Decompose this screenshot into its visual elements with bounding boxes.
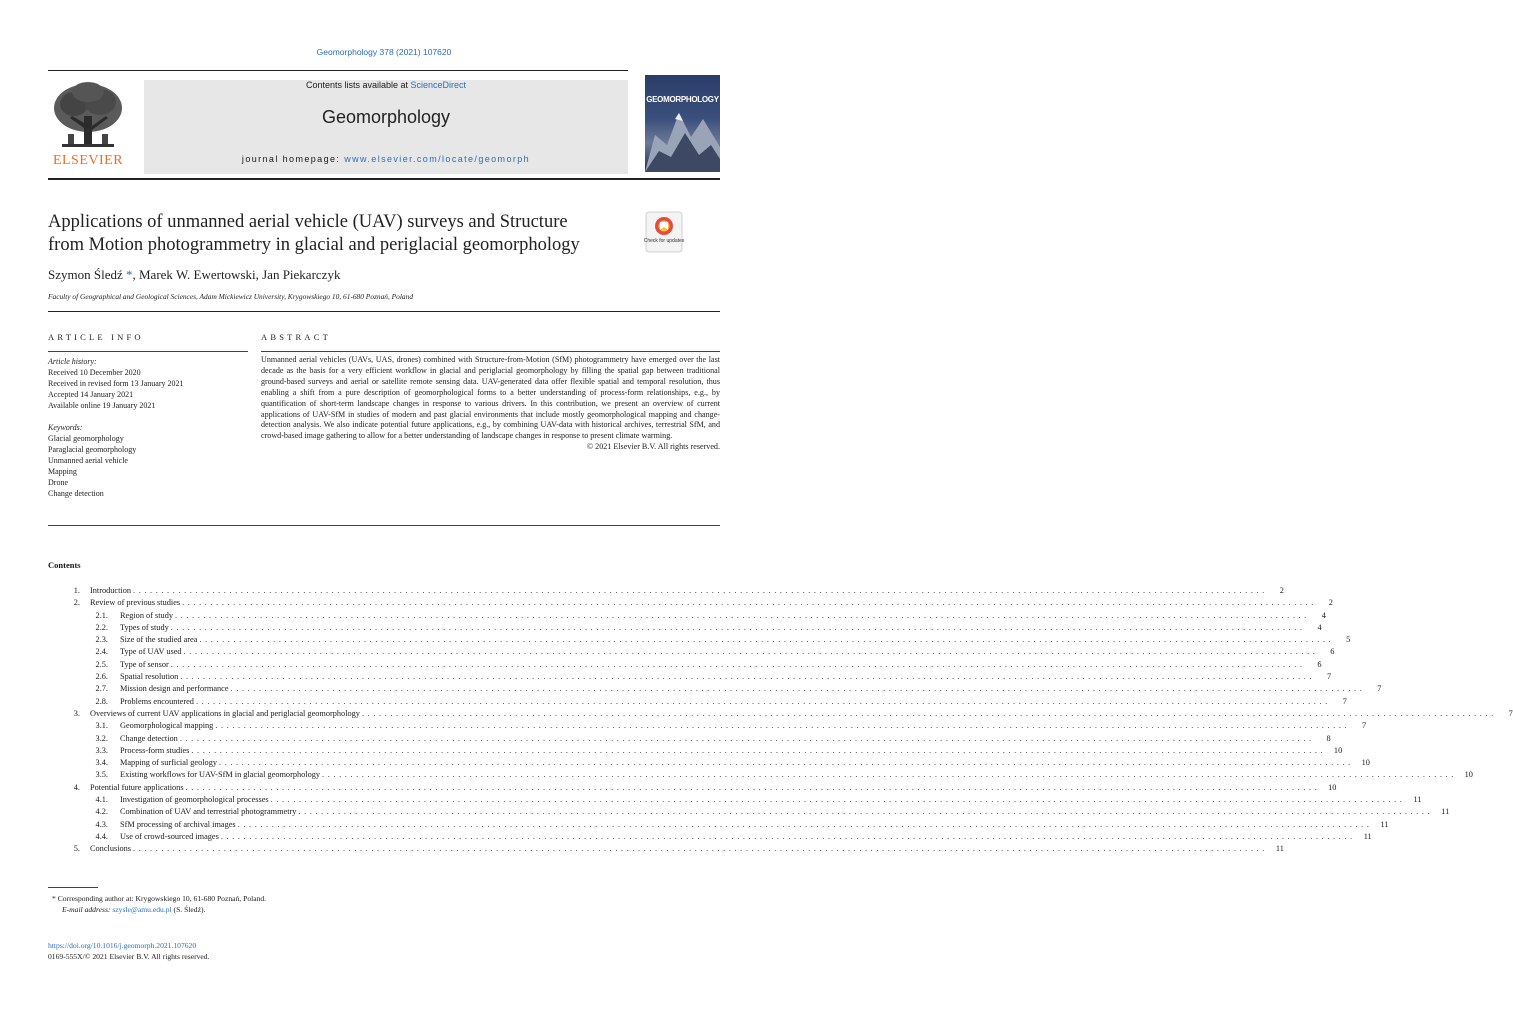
toc-leader-dots: ........................................................................................................................................................................................................ xyxy=(183,647,1319,657)
abstract-body xyxy=(261,355,720,453)
toc-leader-dots: ........................................................................................................................................................................................................ xyxy=(180,672,1316,682)
toc-row[interactable] xyxy=(48,807,1450,819)
toc-leader-dots: ........................................................................................................................................................................................................ xyxy=(191,745,1327,755)
toc-label[interactable]: Process-form studies xyxy=(120,745,190,755)
history-item: Accepted 14 January 2021 xyxy=(48,390,134,399)
toc-leader-dots: ........................................................................................................................................................................................................ xyxy=(361,708,1497,718)
toc-page-number: 7 xyxy=(1508,708,1513,718)
history-item: Available online 19 January 2021 xyxy=(48,401,156,410)
toc-row[interactable] xyxy=(48,659,1322,672)
title-line-2: from Motion photogrammetry in glacial and periglacial geomorphology xyxy=(48,235,580,255)
history-label: Article history: xyxy=(48,357,97,366)
keyword-item: Unmanned aerial vehicle xyxy=(48,456,128,465)
abstract-heading: ABSTRACT xyxy=(261,332,331,342)
toc-number: 2.2. xyxy=(95,622,108,632)
toc-number: 2.1. xyxy=(95,610,108,620)
toc-leader-dots: ........................................................................................................................................................................................................ xyxy=(170,659,1306,669)
toc-leader-dots: ........................................................................................................................................................................................................ xyxy=(133,844,1268,854)
toc-row[interactable] xyxy=(48,598,1333,610)
toc-page-number: 11 xyxy=(1275,844,1284,854)
issn-line: 0169-555X/© 2021 Elsevier B.V. All rights reserved. xyxy=(48,952,210,961)
header-thick-rule xyxy=(48,178,720,180)
footer-info xyxy=(48,940,210,962)
toc-number: 2.3. xyxy=(95,635,108,645)
toc-number: 3.5. xyxy=(95,770,108,780)
toc-label[interactable]: Geomorphological mapping xyxy=(120,721,214,731)
email-label: E-mail address: xyxy=(62,905,113,914)
toc-label[interactable]: Introduction xyxy=(90,586,132,595)
toc-leader-dots: ........................................................................................................................................................................................................ xyxy=(175,610,1310,620)
toc-number: 4.4. xyxy=(95,831,108,841)
toc-row[interactable] xyxy=(48,745,1343,758)
toc-number: 3.3. xyxy=(95,745,108,755)
journal-name: Geomorphology xyxy=(321,107,451,127)
doi-link[interactable]: https://doi.org/10.1016/j.geomorph.2021.107620 xyxy=(48,941,197,950)
toc-label[interactable]: Problems encountered xyxy=(120,696,194,706)
table-of-contents xyxy=(48,586,1513,857)
toc-row[interactable] xyxy=(48,782,1337,795)
keyword-item: Paraglacial geomorphology xyxy=(48,445,137,454)
toc-label[interactable]: Existing workflows for UAV-SfM in glacial geomorphology xyxy=(120,770,321,780)
history-item: Received 10 December 2020 xyxy=(48,368,141,377)
history-item: Received in revised form 13 January 2021 xyxy=(48,379,184,388)
corresponding-author-note: Corresponding author at: Krygowskiego 10, 61-680 Poznań, Poland. xyxy=(57,894,267,903)
contents-prefix: Contents lists available at xyxy=(305,80,411,90)
toc-leader-dots: ........................................................................................................................................................................................................ xyxy=(270,795,1406,805)
toc-label[interactable]: Types of study xyxy=(120,622,169,632)
toc-leader-dots: ........................................................................................................................................................................................................ xyxy=(199,635,1335,645)
toc-page-number: 6 xyxy=(1317,659,1322,669)
toc-row[interactable] xyxy=(48,696,1347,709)
journal-homepage-link[interactable]: www.elsevier.com/locate/geomorph xyxy=(344,154,531,164)
toc-row[interactable] xyxy=(48,684,1382,696)
abstract-rule xyxy=(261,351,720,352)
toc-page-number: 7 xyxy=(1362,721,1367,731)
toc-page-number: 11 xyxy=(1380,819,1389,829)
keyword-item: Change detection xyxy=(48,489,104,498)
toc-row[interactable] xyxy=(48,672,1332,684)
footnote-rule xyxy=(48,887,98,888)
cover-title: GEOMORPHOLOGY xyxy=(646,95,719,104)
journal-citation-link[interactable]: Geomorphology 378 (2021) 107620 xyxy=(316,47,452,57)
keyword-item: Drone xyxy=(48,478,68,487)
toc-page-number: 2 xyxy=(1279,586,1284,595)
toc-label[interactable]: Spatial resolution xyxy=(120,672,179,682)
toc-label[interactable]: Change detection xyxy=(120,733,178,743)
toc-page-number: 11 xyxy=(1441,807,1450,817)
toc-label[interactable]: Investigation of geomorphological processes xyxy=(120,795,269,805)
toc-number: 2.5. xyxy=(95,659,108,669)
article-info-heading: ARTICLE INFO xyxy=(48,332,144,342)
other-authors: , Marek W. Ewertowski, Jan Piekarczyk xyxy=(132,267,341,282)
toc-label[interactable]: Use of crowd-sourced images xyxy=(120,831,219,841)
toc-label[interactable]: Size of the studied area xyxy=(120,635,198,645)
keywords-list xyxy=(48,422,136,499)
toc-page-number: 4 xyxy=(1317,622,1322,632)
toc-label[interactable]: Mapping of surficial geology xyxy=(120,758,218,768)
toc-label[interactable]: Potential future applications xyxy=(90,782,184,792)
toc-page-number: 2 xyxy=(1328,598,1333,608)
cover-mountain-icon xyxy=(645,75,720,172)
affiliation-rule xyxy=(48,311,720,312)
keyword-item: Mapping xyxy=(48,467,77,476)
elsevier-wordmark: ELSEVIER xyxy=(52,153,124,168)
author-list xyxy=(48,267,340,283)
toc-leader-dots: ........................................................................................................................................................................................................ xyxy=(133,586,1268,595)
toc-row[interactable] xyxy=(48,758,1370,770)
toc-page-number: 11 xyxy=(1363,831,1372,841)
email-suffix: (S. Śledź). xyxy=(171,905,206,914)
toc-number: 1. xyxy=(73,586,80,595)
toc-leader-dots: ........................................................................................................................................................................................................ xyxy=(185,782,1321,792)
toc-page-number: 10 xyxy=(1333,745,1343,755)
affiliation: Faculty of Geographical and Geological Sciences, Adam Mickiewicz University, Krygowskiego 10, 61-680 Poznań, Poland xyxy=(48,292,414,301)
toc-page-number: 10 xyxy=(1328,782,1337,792)
toc-page-number: 10 xyxy=(1464,770,1473,780)
toc-leader-dots: ........................................................................................................................................................................................................ xyxy=(237,819,1373,829)
toc-leader-dots: ........................................................................................................................................................................................................ xyxy=(179,733,1315,743)
journal-homepage-line xyxy=(144,154,628,164)
toc-page-number: 7 xyxy=(1377,684,1382,694)
check-updates-text: Check for updates xyxy=(643,238,685,244)
toc-label[interactable]: SfM processing of archival images xyxy=(120,819,236,829)
toc-label[interactable]: Overviews of current UAV applications in glacial and periglacial geomorphology xyxy=(90,708,360,718)
toc-label[interactable]: Combination of UAV and terrestrial photogrammetry xyxy=(120,807,297,817)
toc-page-number: 8 xyxy=(1326,733,1331,743)
toc-row[interactable] xyxy=(48,819,1389,832)
sciencedirect-link[interactable]: ScienceDirect xyxy=(410,80,467,90)
toc-page-number: 10 xyxy=(1361,758,1370,768)
toc-leader-dots: ........................................................................................................................................................................................................ xyxy=(170,622,1306,632)
homepage-prefix: journal homepage: xyxy=(241,154,345,164)
check-for-updates-button[interactable] xyxy=(644,212,684,252)
toc-row[interactable] xyxy=(48,795,1422,807)
footnote-mark: * xyxy=(52,894,56,903)
toc-page-number: 7 xyxy=(1342,696,1347,706)
toc-number: 4. xyxy=(73,782,80,792)
toc-leader-dots: ........................................................................................................................................................................................................ xyxy=(298,807,1434,817)
toc-number: 4.1. xyxy=(95,795,108,805)
author-1: Szymon Śledź xyxy=(48,267,123,282)
toc-number: 4.2. xyxy=(95,807,108,817)
toc-number: 3. xyxy=(73,708,80,718)
toc-number: 2.8. xyxy=(95,696,108,706)
toc-label[interactable]: Type of sensor xyxy=(120,659,169,669)
toc-number: 3.1. xyxy=(95,721,108,731)
toc-leader-dots: ........................................................................................................................................................................................................ xyxy=(182,598,1317,608)
contents-heading: Contents xyxy=(48,560,81,570)
article-info-rule xyxy=(48,351,248,352)
toc-label[interactable]: Region of study xyxy=(120,610,174,620)
toc-page-number: 4 xyxy=(1321,610,1326,620)
abstract-copyright: © 2021 Elsevier B.V. All rights reserved. xyxy=(586,442,720,452)
toc-number: 2. xyxy=(73,598,80,608)
toc-leader-dots: ........................................................................................................................................................................................................ xyxy=(219,758,1354,768)
toc-page-number: 5 xyxy=(1346,635,1351,645)
toc-row[interactable] xyxy=(48,708,1513,721)
toc-number: 4.3. xyxy=(95,819,108,829)
toc-label[interactable]: Review of previous studies xyxy=(90,598,181,608)
article-history xyxy=(48,356,184,411)
header-rule xyxy=(48,70,628,71)
toc-label[interactable]: Conclusions xyxy=(90,844,132,854)
toc-label[interactable]: Mission design and performance xyxy=(120,684,229,694)
toc-leader-dots: ........................................................................................................................................................................................................ xyxy=(230,684,1366,694)
toc-row[interactable] xyxy=(48,721,1367,733)
contents-available-line xyxy=(144,80,628,90)
toc-number: 3.2. xyxy=(95,733,108,743)
toc-row[interactable] xyxy=(48,647,1335,659)
toc-row[interactable] xyxy=(48,733,1331,746)
toc-leader-dots: ........................................................................................................................................................................................................ xyxy=(215,721,1351,731)
toc-page-number: 11 xyxy=(1413,795,1422,805)
toc-row[interactable] xyxy=(48,610,1326,623)
toc-number: 2.7. xyxy=(95,684,108,694)
footnote xyxy=(52,893,266,915)
toc-number: 5. xyxy=(73,844,80,854)
toc-row[interactable] xyxy=(48,635,1351,647)
article-title xyxy=(48,211,638,257)
abstract-text: Unmanned aerial vehicles (UAVs, UAS, drones) combined with Structure-from-Motion (SfM) photogrammetry have emerged over the last decade as the basis for a very efficient workflow in glacial and periglacial geomorphology by filling the spatial gap between traditional ground-based surveys and aerial or satellite remote sensing data. UAV-generated data offer flexible spatial and temporal resolution, thus enabling a shift from a pure description of geomorphological forms to a better understanding of process-form relationships, e.g., by quantification of short-term landscape changes in response to various drivers. In this contribution, we present an overview of current applications of UAV-SfM in studies of modern and past glacial environments that include mostly geomorphological mapping and change-detection analysis. We also indicate potential future applications, e.g., by combining UAV-data with historical archives, terrestrial SfM, and crowd-based image gathering to allow for a better understanding of landscape changes in response to present climate warming. xyxy=(261,355,720,441)
toc-leader-dots: ........................................................................................................................................................................................................ xyxy=(195,696,1331,706)
toc-number: 2.6. xyxy=(95,672,108,682)
check-updates-icon xyxy=(644,212,684,252)
toc-row[interactable] xyxy=(48,831,1372,844)
abstract-bottom-rule xyxy=(48,525,720,526)
toc-number: 2.4. xyxy=(95,647,108,657)
toc-row[interactable] xyxy=(48,844,1284,856)
toc-row[interactable] xyxy=(48,586,1284,598)
keywords-label: Keywords: xyxy=(48,423,83,432)
toc-label[interactable]: Type of UAV used xyxy=(120,647,182,657)
toc-row[interactable] xyxy=(48,770,1473,782)
toc-leader-dots: ........................................................................................................................................................................................................ xyxy=(322,770,1457,780)
journal-cover-image xyxy=(645,75,720,172)
author-email-link[interactable]: szysle@amu.edu.pl xyxy=(112,905,172,914)
keyword-item: Glacial geomorphology xyxy=(48,434,124,443)
toc-page-number: 7 xyxy=(1327,672,1332,682)
toc-row[interactable] xyxy=(48,622,1322,635)
toc-number: 3.4. xyxy=(95,758,108,768)
corresponding-author-mark[interactable]: * xyxy=(122,267,133,282)
title-line-1: Applications of unmanned aerial vehicle (UAV) surveys and Structure xyxy=(48,212,568,232)
toc-leader-dots: ........................................................................................................................................................................................................ xyxy=(220,831,1356,841)
toc-page-number: 6 xyxy=(1330,647,1335,657)
